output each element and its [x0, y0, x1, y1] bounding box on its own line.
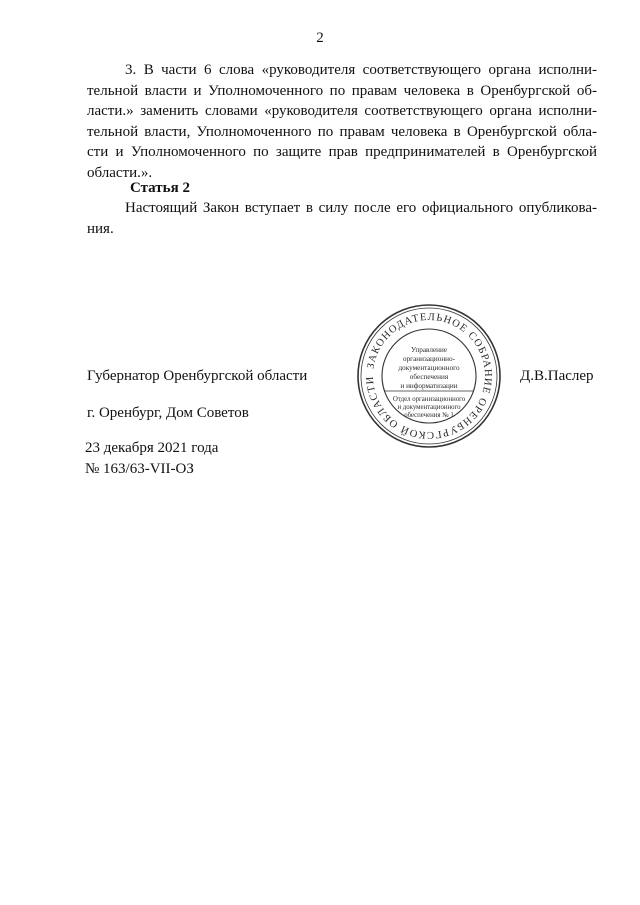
article-1-amendment-paragraph — [87, 60, 597, 183]
law-number: № 163/63-VII-ОЗ — [85, 461, 194, 477]
stamp-lower-line: и документационного — [397, 404, 461, 411]
stamp-upper-line: обеспечения — [409, 373, 449, 381]
paragraph-line-text: области.». — [87, 164, 153, 181]
paragraph-line-text: тельной власти и Уполномоченного по правам человека в Оренбургской об- — [87, 82, 597, 99]
paragraph-line — [87, 60, 597, 183]
paragraph-line-text: сти и Уполномоченного по защите прав предпринимателей в Оренбургской — [87, 144, 597, 160]
paragraph-line-text: 3. В части 6 слова «руководителя соответствующего органа исполни- — [125, 62, 597, 78]
stamp-upper-line: организационно- — [402, 355, 456, 363]
stamp-lower-line: Отдел организационного — [392, 396, 466, 403]
signing-place: г. Оренбург, Дом Советов — [87, 405, 249, 421]
signatory-name: Д.В.Паслер — [520, 368, 594, 384]
page-number: 2 — [316, 30, 324, 46]
paragraph-line-text: Настоящий Закон вступает в силу после его официального опубликова- — [125, 200, 597, 216]
paragraph-line — [87, 198, 597, 239]
official-stamp — [355, 302, 503, 450]
signing-date: 23 декабря 2021 года — [85, 440, 219, 456]
stamp-ring-text: ЗАКОНОДАТЕЛЬНОЕ СОБРАНИЕ ОРЕНБУРГСКОЙ ОБЛАСТИ — [364, 311, 494, 441]
signatory-title: Губернатор Оренбургской области — [87, 368, 308, 384]
paragraph-line-text: тельной власти, Уполномоченного по правам человека в Оренбургской обла- — [87, 123, 597, 140]
stamp-lower-line: обеспечения № 1 — [404, 412, 454, 419]
stamp-upper-line: документационного — [398, 364, 460, 372]
stamp-icon — [355, 302, 503, 450]
article-2-paragraph — [87, 198, 597, 239]
paragraph-line-text: ласти.» заменить словами «руководителя соответствующего органа исполни- — [87, 103, 597, 119]
paragraph-line-text: ния. — [87, 220, 114, 237]
stamp-upper-line: и информатизации — [400, 382, 458, 390]
stamp-upper-line: Управление — [410, 346, 448, 354]
article-2-heading: Статья 2 — [130, 180, 190, 196]
